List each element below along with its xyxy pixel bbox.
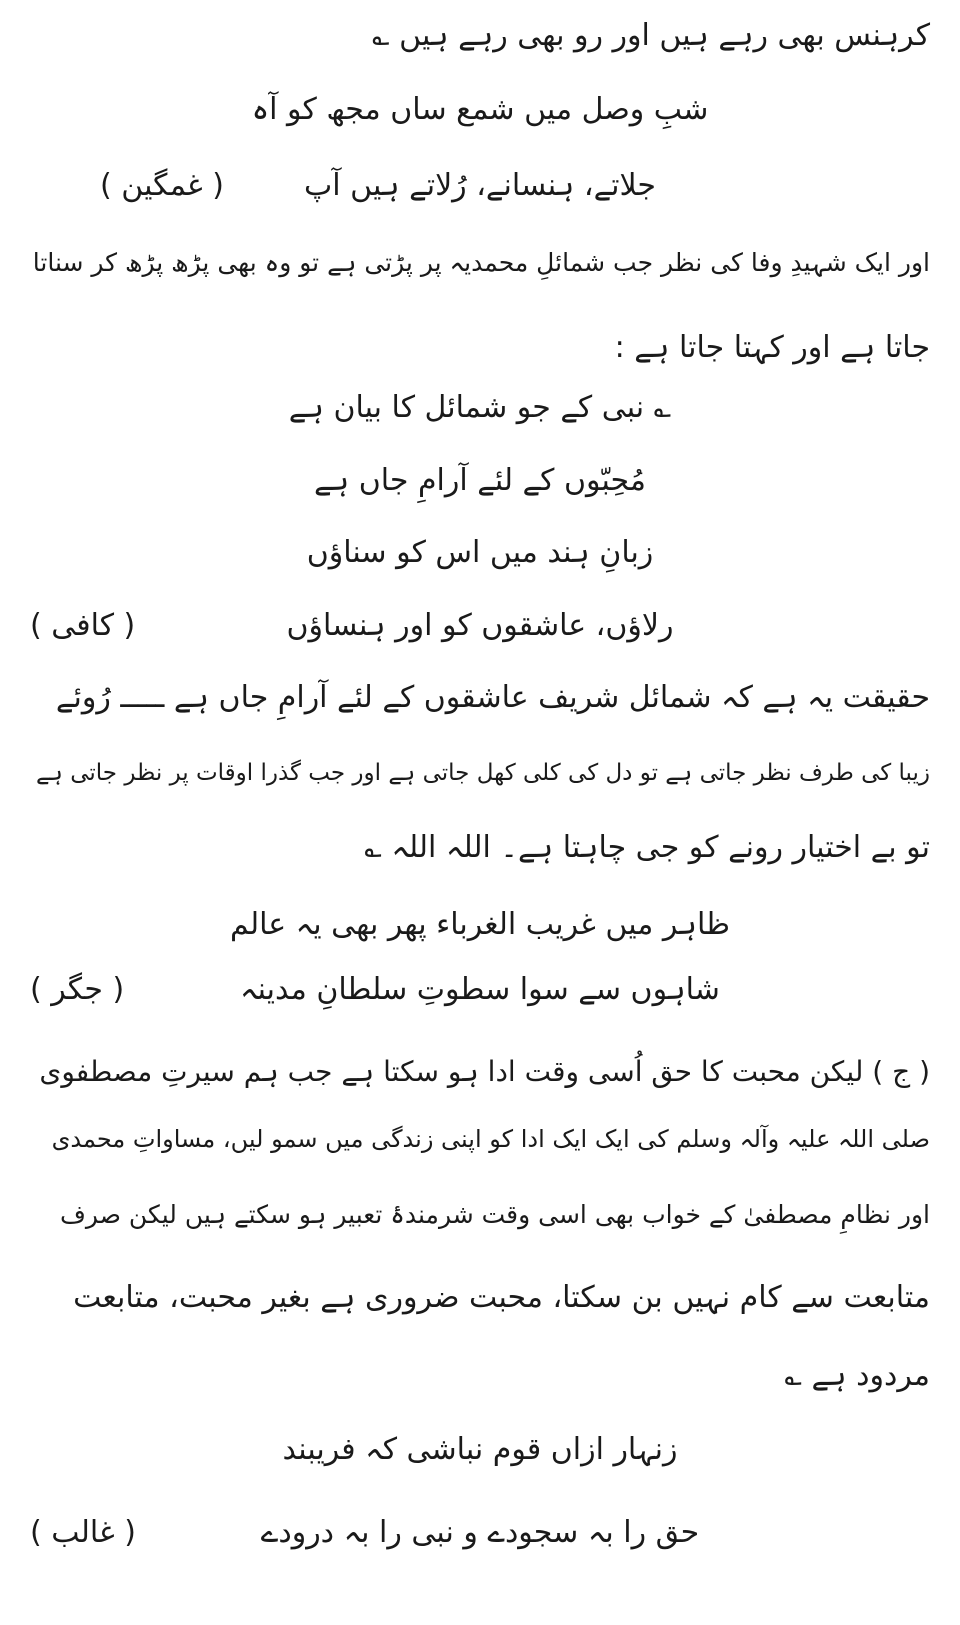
text-line: مردود ہے ؎ [784,1358,930,1393]
verse-line: زنہار ازاں قوم نباشی کہ فریبند [282,1432,678,1467]
poet-attribution: ( جگر ) [30,972,125,1007]
text-line: زیبا کی طرف نظر جاتی ہے تو دل کی کلی کھل جاتی ہے اور جب گذرا اوقات پر نظر جاتی ہے [35,760,930,786]
verse-line: حق را بہ سجودے و نبی را بہ درودے [260,1515,700,1550]
verse-line: جلاتے، ہنسانے، رُلاتے ہیں آپ [304,168,656,203]
text-line: اور ایک شہیدِ وفا کی نظر جب شمائلِ محمدیہ پر پڑتی ہے تو وہ بھی پڑھ پڑھ کر سناتا [32,248,930,277]
verse-line: زبانِ ہند میں اس کو سناؤں [306,535,654,570]
text-line: کرہنس بھی رہے ہیں اور رو بھی رہے ہیں ؎ [372,18,930,53]
text-line: متابعت سے کام نہیں بن سکتا، محبت ضروری ہے بغیر محبت، متابعت [73,1280,930,1315]
verse-line: ؎ نبی کے جو شمائل کا بیان ہے [288,390,672,425]
poet-attribution: ( کافی ) [30,608,136,643]
poet-attribution: ( غالب ) [30,1515,136,1550]
verse-line: شاہوں سے سوا سطوتِ سلطانِ مدینہ [240,972,720,1007]
verse-line: شبِ وصل میں شمع ساں مجھ کو آہ [251,92,709,127]
text-line: صلی اللہ علیہ وآلہ وسلم کی ایک ایک ادا کو اپنی زندگی میں سمو لیں، مساواتِ محمدی [51,1125,930,1153]
poet-attribution: ( غمگین ) [100,168,224,203]
verse-line: رلاؤں، عاشقوں کو اور ہنساؤں [286,608,674,643]
text-line: اور نظامِ مصطفیٰ کے خواب بھی اسی وقت شرمندۂ تعبیر ہو سکتے ہیں لیکن صرف [59,1200,930,1229]
text-line: ( ج ) لیکن محبت کا حق اُسی وقت ادا ہو سکتا ہے جب ہم سیرتِ مصطفوی [39,1055,930,1088]
text-line: جاتا ہے اور کہتا جاتا ہے : [614,330,930,365]
text-line: حقیقت یہ ہے کہ شمائل شریف عاشقوں کے لئے آرامِ جاں ہے ـــــ رُوئے [55,680,930,715]
verse-line: مُحِبّوں کے لئے آرامِ جاں ہے [314,463,646,498]
text-line: تو بے اختیار رونے کو جی چاہتا ہے۔ اللہ اللہ ؎ [364,830,930,865]
verse-line: ظاہر میں غریب الغرباء پھر بھی یہ عالم [230,907,730,942]
